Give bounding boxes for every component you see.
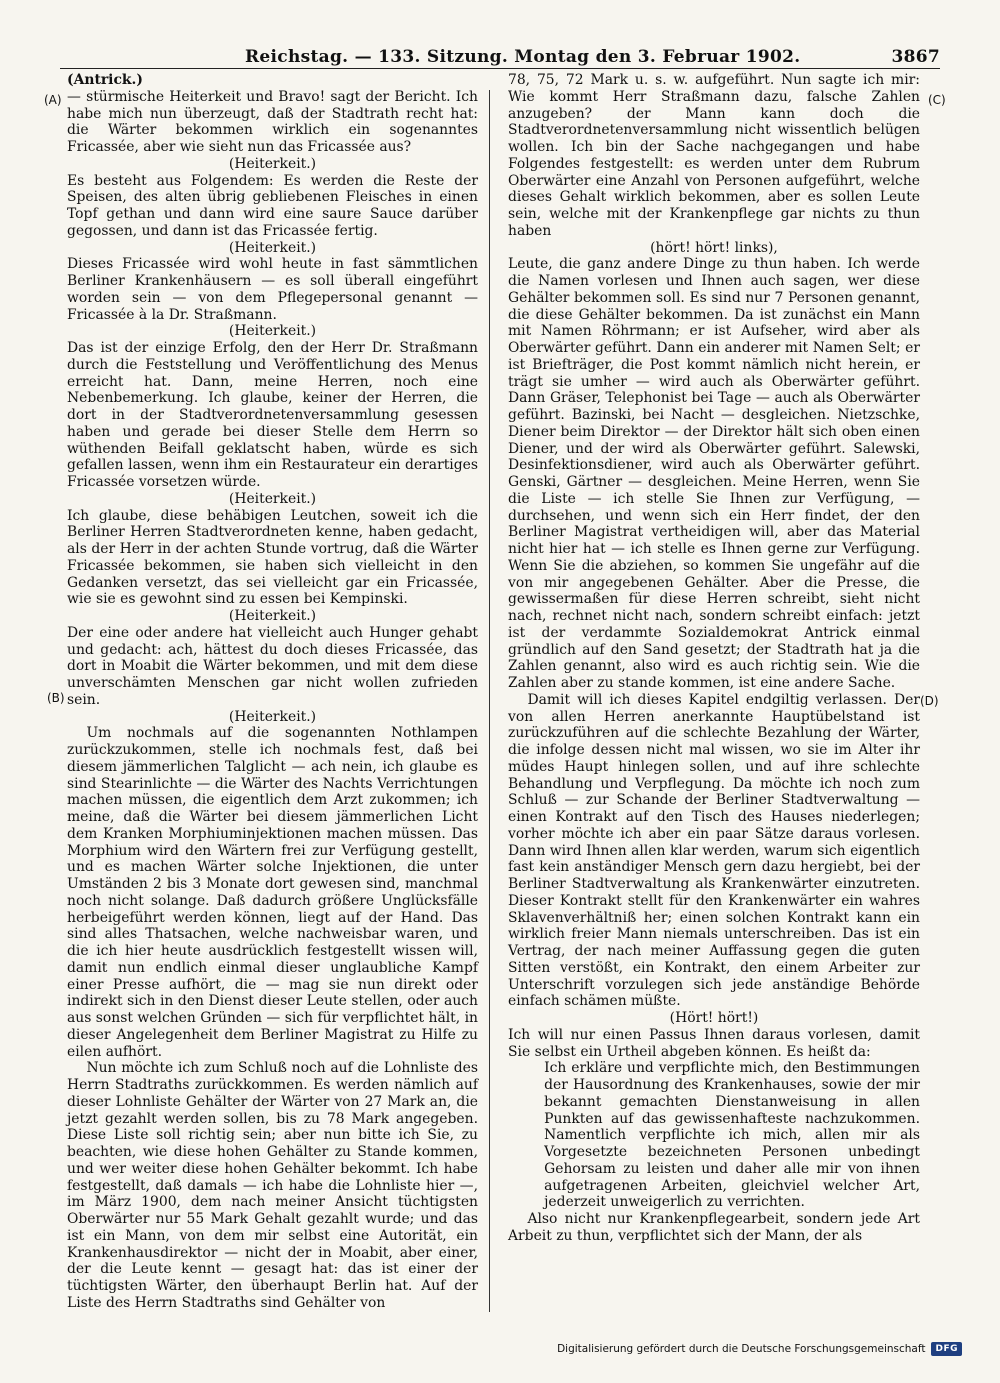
page-header (60, 44, 940, 70)
page-footer (557, 1342, 962, 1356)
speaker-heading: (Antrick.) (67, 72, 143, 88)
interjection: (Heiterkeit.) (228, 490, 317, 507)
paragraph: Um nochmals auf die sogenannten Nothlampen zurückzukommen, stelle ich nochmals fest, daß bei diesem jämmerlichen Talglicht — ach nein, ich glaube es sind Stearinlichte — die Wärter des Nachts Verrichtungen machen müssen, die eigentlich dem Arzt zukommen; ich meine, daß die Wärter bei diesem jämmerlichen Licht dem Kranken Morphiuminjektionen machen müssen. Das Morphium wird den Wärtern frei zur Verfügung gestellt, und es machen Wärter solche Injektionen, die unter Umständen 2 bis 3 Monate dort gewesen sind, manchmal noch nicht solange. Daß dadurch größere Unglücksfälle herbeigeführt werden können, liegt auf der Hand. Das sind alles Thatsachen, welche nachweisbar waren, und die ich hier heute ausdrücklich festgestellt wissen will, damit nun endlich einmal dieser unglaubliche Kampf einer Presse aufhört, die — mag sie nun direkt oder indirekt sich in den Dienst dieser Leute stellen, oder auch aus sonst welchen Gründen — sich für verpflichtet hält, in dieser Angelegenheit dem Berliner Magistrat zu Hilfe zu eilen aufhört. (67, 725, 478, 1060)
paragraph: Dieses Fricassée wird wohl heute in fast sämmtlichen Berliner Krankenhäusern — es soll überall eingeführt worden sein — von dem Pflegepersonal genannt — Fricassée à la Dr. Straßmann. (67, 256, 478, 323)
paragraph: Nun möchte ich zum Schluß noch auf die Lohnliste des Herrn Stadtraths zurückkommen. Es werden nämlich auf dieser Lohnliste Gehälter der Wärter von 27 Mark an, die jetzt gezahlt werden sollen, bis zu 78 Mark angegeben. Diese Liste soll richtig sein; aber nun bitte ich Sie, zu beachten, wie diese hohen Gehälter zu Stande kommen, und wer weiter diese hohen Gehälter bekommt. Ich habe festgestellt, daß damals — ich habe die Lohnliste hier —, im März 1900, dem nach meiner Ansicht tüchtigsten Oberwärter nur 55 Mark Gehalt gezahlt wurde; und das ist ein Mann, von dem mir selbst eine Autorität, ein Krankenhausdirektor — nicht der in Moabit, aber einer, der die Leute kennt — gesagt hat: das ist einer der tüchtigsten Wärter, den überhaupt Berlin hat. Auf der Liste des Herrn Stadtraths sind Gehälter von (67, 1060, 478, 1311)
contract-quote: Ich erkläre und verpflichte mich, den Bestimmungen der Hausordnung des Krankenhauses, sowie der mir bekannt gemachten Dienstanweisung in allen Punkten auf das gewissenhafteste nachzukommen. Namentlich verpflichte ich mich, allen mir als Vorgesetzte bezeichneten Personen unbedingt Gehorsam zu leisten und daher alle mir von ihnen aufgetragenen Arbeiten, gleichviel welcher Art, jederzeit unweigerlich zu verrichten. (544, 1060, 920, 1211)
paragraph: Damit will ich dieses Kapitel endgiltig verlassen. Der von allen Herren anerkannte Hauptübelstand ist zurückzuführen auf die schlechte Bezahlung der Wärter, die infolge dessen nicht mal wissen, wo sie im Alter ihr müdes Haupt hinlegen sollen, und auf ihre schlechte Behandlung und Verpflegung. Da möchte ich noch zum Schluß — zur Schande der Berliner Stadtverwaltung — einen Kontrakt auf den Tisch des Hauses niederlegen; vorher möchte ich aber ein paar Sätze daraus vorlesen. Dann wird Ihnen allen klar werden, warum sich eigentlich fast kein anständiger Mensch gern dazu hergiebt, bei der Berliner Stadtverwaltung als Krankenwärter einzutreten. Dieser Kontrakt stellt für den Krankenwärter ein wahres Sklavenverhältniß her; einen solchen Kontrakt kann ein wirklich freier Mann niemals unterschreiben. Das ist ein Vertrag, der nach meiner Auffassung gegen die guten Sitten verstößt, ein Kontrakt, den einem Arbeiter zur Unterschrift vorzulegen sich jede anständige Behörde einfach schämen müßte. (508, 691, 920, 1010)
interjection: (hört! hört! links), (650, 239, 778, 256)
header-rule (60, 68, 940, 69)
footer-credit: Digitalisierung gefördert durch die Deutsche Forschungsgemeinschaft (557, 1343, 926, 1355)
interjection: (Heiterkeit.) (228, 323, 317, 340)
column-divider (489, 90, 490, 1312)
margin-mark-d: (D) (920, 694, 939, 708)
interjection: (Heiterkeit.) (228, 155, 317, 172)
paragraph: Also nicht nur Krankenpflegearbeit, sondern jede Art Arbeit zu thun, verpflichtet sich der Mann, der als (508, 1211, 920, 1244)
right-column (508, 72, 920, 1245)
paragraph: Der eine oder andere hat vielleicht auch Hunger gehabt und gedacht: ach, hättest du doch dieses Fricassée, das dort in Moabit die Wärter bekommen, und mit dem diese unverschämten Menschen gar nicht wollen zufrieden sein. (67, 624, 478, 708)
paragraph: Ich will nur einen Passus Ihnen daraus vorlesen, damit Sie selbst ein Urtheil abgeben können. Es heißt da: (508, 1026, 920, 1060)
margin-mark-a: (A) (44, 93, 62, 107)
margin-mark-b: (B) (47, 691, 65, 705)
interjection: (Hört! hört!) (669, 1010, 759, 1026)
left-column (67, 72, 478, 1312)
paragraph: Leute, die ganz andere Dinge zu thun haben. Ich werde die Namen vorlesen und Ihnen auch sagen, wer diese Gehälter bekommen soll. Es sind nur 7 Personen genannt, die diese Gehälter bekommen. Da ist zunächst ein Mann mit Namen Röhrmann; er ist Aufseher, wird aber als Oberwärter geführt. Dann ein anderer mit Namen Selt; er ist Briefträger, die Post kommt nämlich nicht herein, er trägt sie umher — wird auch als Oberwärter geführt. Dann Gräser, Telephonist bei Tage — auch als Oberwärter geführt. Bazinski, bei Nacht — desgleichen. Nietzschke, Diener beim Direktor — der Direktor hält sich oben einen Diener, und der wird als Oberwärter geführt. Salewski, Desinfektionsdiener, wird auch als Oberwärter geführt. Genski, Gärtner — desgleichen. Meine Herren, wenn Sie die Liste — ich stelle Sie Ihnen zur Verfügung, — durchsehen, und wenn sich ein Herr findet, der den Berliner Magistrat vertheidigen will, aber das Material nicht hier hat — ich stelle es Ihnen gerne zur Verfügung. Wenn Sie die abziehen, so kommen Sie ungefähr auf die von mir angegebenen Gehälter. Aber die Presse, die gewissermaßen für diese Herren schreibt, sieht nicht nach, rechnet nicht nach, sondern schreibt einfach: jetzt ist der verdammte Sozialdemokrat Antrick einmal gründlich auf den Sand gesetzt; der Stadtrath hat ja die Zahlen genannt, also wird es auch richtig sein. Wie die Zahlen aber zu stande kommen, ist eine andere Sache. (508, 256, 920, 691)
interjection: (Heiterkeit.) (228, 239, 317, 256)
paragraph: Das ist der einzige Erfolg, den der Herr Dr. Straßmann durch die Feststellung und Veröffentlichung des Menus erreicht hat. Dann, meine Herren, noch eine Nebenbemerkung. Ich glaube, keiner der Herren, die dort in der Stadtverordnetenversammlung gesessen haben und gerade bei dieser Stelle dem Herrn so wüthenden Beifall geklatscht haben, würde es sich gefallen lassen, wenn ihm ein Restaurateur ein derartiges Fricassée vorsetzen würde. (67, 340, 478, 490)
header-title: Reichstag. — 133. Sitzung. Montag den 3. Februar 1902. (245, 47, 801, 67)
margin-mark-c: (C) (928, 93, 946, 107)
dfg-logo: DFG (931, 1342, 962, 1356)
interjection: (Heiterkeit.) (228, 608, 317, 624)
paragraph: — stürmische Heiterkeit und Bravo! sagt der Bericht. Ich habe mich nun überzeugt, daß der Stadtrath recht hat: die Wärter bekommen wirklich ein sogenanntes Fricassée, aber wie sieht nun das Fricassée aus? (67, 88, 478, 155)
page-number: 3867 (891, 47, 940, 67)
paragraph: Es besteht aus Folgendem: Es werden die Reste der Speisen, des alten übrig gebliebenen Fleisches in einen Topf gethan und dann wird eine saure Sauce darüber gegossen, und dann ist das Fricassée fertig. (67, 172, 478, 239)
paragraph: 78, 75, 72 Mark u. s. w. aufgeführt. Nun sagte ich mir: Wie kommt Herr Straßmann dazu, falsche Zahlen anzugeben? der Mann kann doch die Stadtverordnetenversammlung nicht wissentlich belügen wollen. Ich bin der Sache nachgegangen und habe Folgendes festgestellt: es werden unter dem Rubrum Oberwärter eine Anzahl von Personen aufgeführt, welche dieses Gehalt wirklich bekommen, aber es sollen Leute sein, welche mit der Krankenpflege gar nichts zu thun haben (508, 72, 920, 239)
paragraph: Ich glaube, diese behäbigen Leutchen, soweit ich die Berliner Herren Stadtverordneten kenne, haben gedacht, als der Herr in der achten Stunde vortrug, daß die Wärter Fricassée bekommen, sie haben sich vielleicht in den Gedanken versetzt, das sei vielleicht gar ein Fricassée, wie sie es gewohnt sind zu essen bei Kempinski. (67, 507, 478, 608)
interjection: (Heiterkeit.) (228, 708, 317, 725)
